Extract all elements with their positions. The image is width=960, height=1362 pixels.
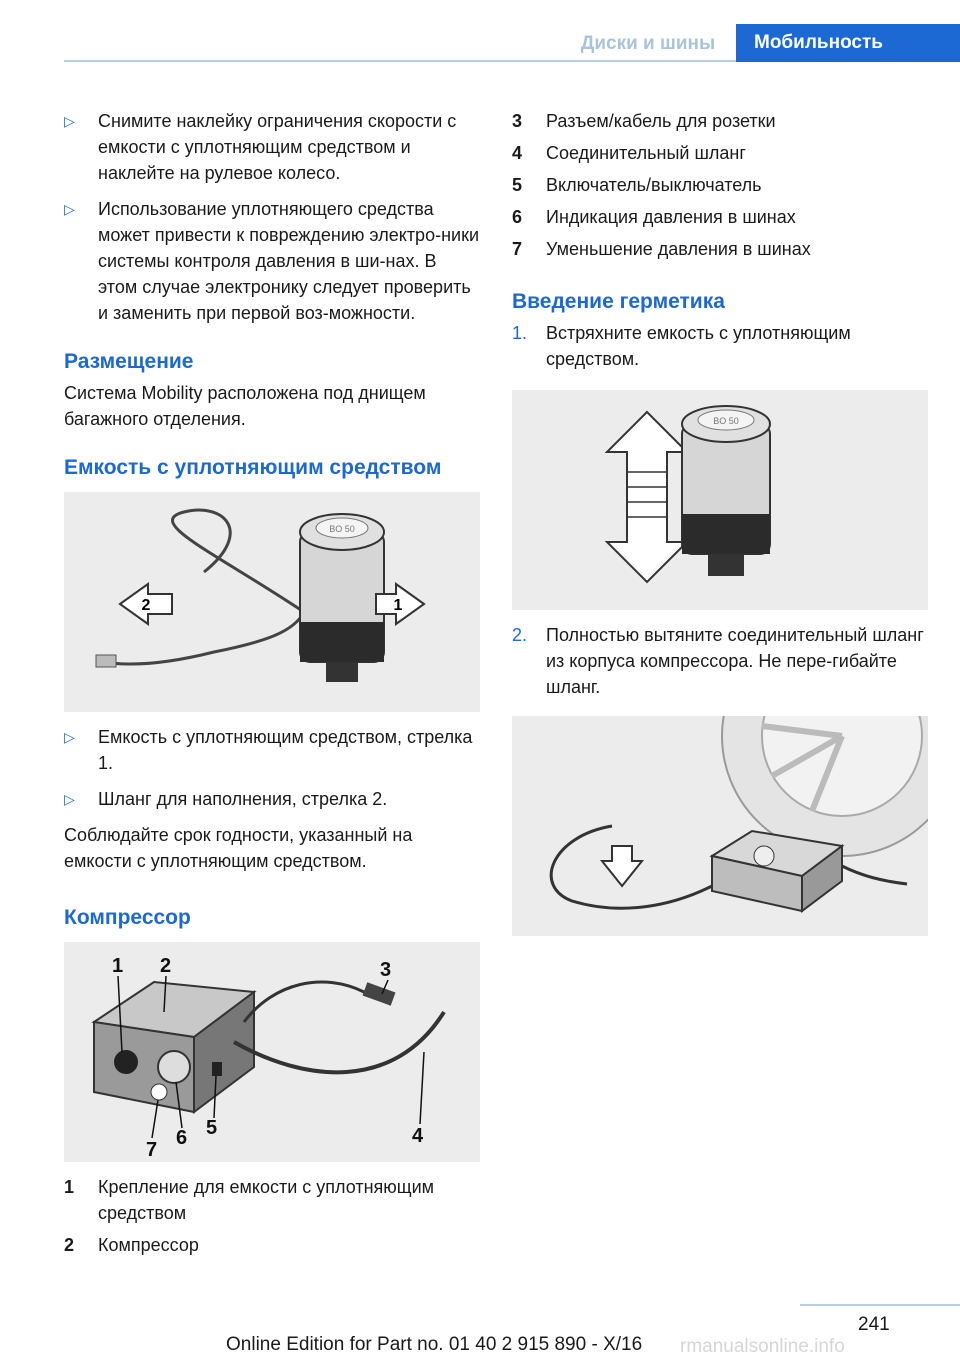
paragraph-placement: Система Mobility расположена под днищем багажного отделения. bbox=[64, 383, 426, 429]
triangle-bullet-icon: ▷ bbox=[64, 201, 75, 217]
item-text: Индикация давления в шинах bbox=[546, 207, 796, 227]
callout-3: 3 bbox=[380, 959, 392, 981]
bullet-item bbox=[64, 786, 480, 812]
bullet-text: Шланг для наполнения, стрелка 2. bbox=[98, 789, 388, 809]
callout-4: 4 bbox=[412, 1125, 424, 1147]
item-number: 3 bbox=[512, 111, 523, 131]
heading-placement: Размещение bbox=[64, 350, 194, 373]
watermark: rmanualsonline.info bbox=[680, 1336, 845, 1357]
bullet-item bbox=[64, 196, 480, 326]
list-item bbox=[512, 204, 928, 230]
item-number: 4 bbox=[512, 143, 523, 163]
heading-compressor: Компрессор bbox=[64, 906, 191, 929]
item-number: 6 bbox=[512, 207, 523, 227]
bullet-text: Емкость с уплотняющим средством, стрелка 1. bbox=[98, 727, 473, 773]
tab-disks-and-tires[interactable]: Диски и шины bbox=[580, 33, 716, 54]
left-column bbox=[64, 108, 480, 1264]
compressor-illustration bbox=[64, 942, 480, 1162]
triangle-bullet-icon: ▷ bbox=[64, 729, 75, 745]
bottle-label: BO 50 bbox=[329, 524, 355, 534]
triangle-bullet-icon: ▷ bbox=[64, 791, 75, 807]
hose-illustration bbox=[512, 716, 928, 936]
item-text: Включатель/выключатель bbox=[546, 175, 762, 195]
page-number: 241 bbox=[858, 1314, 890, 1335]
item-number: 1 bbox=[64, 1177, 75, 1197]
item-text: Крепление для емкости с уплотняющим средством bbox=[98, 1177, 435, 1223]
step-item bbox=[512, 320, 928, 372]
bullet-text: Использование уплотняющего средства может привести к повреждению электро-ники системы контроля давления в ши-нах. В этом случае электронику следует проверить и заменить при первой воз-можности. bbox=[98, 199, 479, 323]
bullet-item bbox=[64, 724, 480, 776]
arrow-label-2: 2 bbox=[141, 597, 151, 614]
shake-illustration bbox=[512, 390, 928, 610]
heading-container: Емкость с уплотняющим средством bbox=[64, 456, 442, 479]
list-item bbox=[512, 172, 928, 198]
item-text: Компрессор bbox=[98, 1235, 199, 1255]
footer-rule bbox=[800, 1304, 960, 1306]
list-item bbox=[512, 108, 928, 134]
tab-mobility[interactable]: Мобильность bbox=[736, 24, 960, 62]
edition-text: Online Edition for Part no. 01 40 2 915 890 - X/16 bbox=[226, 1334, 643, 1355]
list-item bbox=[64, 1232, 480, 1258]
item-text: Соединительный шланг bbox=[546, 143, 746, 163]
item-number: 2 bbox=[64, 1235, 75, 1255]
callout-1: 1 bbox=[112, 955, 124, 977]
callout-2: 2 bbox=[160, 955, 172, 977]
container-illustration bbox=[64, 492, 480, 712]
paragraph-expiry: Соблюдайте срок годности, указанный на емкости с уплотняющим средством. bbox=[64, 825, 413, 871]
step-item bbox=[512, 622, 928, 700]
step-number: 2. bbox=[512, 625, 528, 645]
bullet-item bbox=[64, 108, 480, 186]
item-number: 5 bbox=[512, 175, 523, 195]
step-number: 1. bbox=[512, 323, 528, 343]
callout-6: 6 bbox=[176, 1127, 188, 1149]
callout-5: 5 bbox=[206, 1117, 218, 1139]
step-text: Встряхните емкость с уплотняющим средством. bbox=[546, 323, 851, 369]
step-text: Полностью вытяните соединительный шланг из корпуса компрессора. Не пере-гибайте шланг. bbox=[546, 625, 924, 697]
item-number: 7 bbox=[512, 239, 523, 259]
list-item bbox=[64, 1174, 480, 1226]
item-text: Разъем/кабель для розетки bbox=[546, 111, 776, 131]
list-item bbox=[512, 236, 928, 262]
bottle-label: BO 50 bbox=[713, 416, 739, 426]
list-item bbox=[512, 140, 928, 166]
callout-7: 7 bbox=[146, 1139, 158, 1161]
triangle-bullet-icon: ▷ bbox=[64, 113, 75, 129]
item-text: Уменьшение давления в шинах bbox=[546, 239, 811, 259]
arrow-label-1: 1 bbox=[393, 597, 403, 614]
bullet-text: Снимите наклейку ограничения скорости с емкости с уплотняющим средством и наклейте на рулевое колесо. bbox=[98, 111, 457, 183]
heading-sealant: Введение герметика bbox=[512, 290, 725, 313]
right-column bbox=[512, 108, 928, 948]
